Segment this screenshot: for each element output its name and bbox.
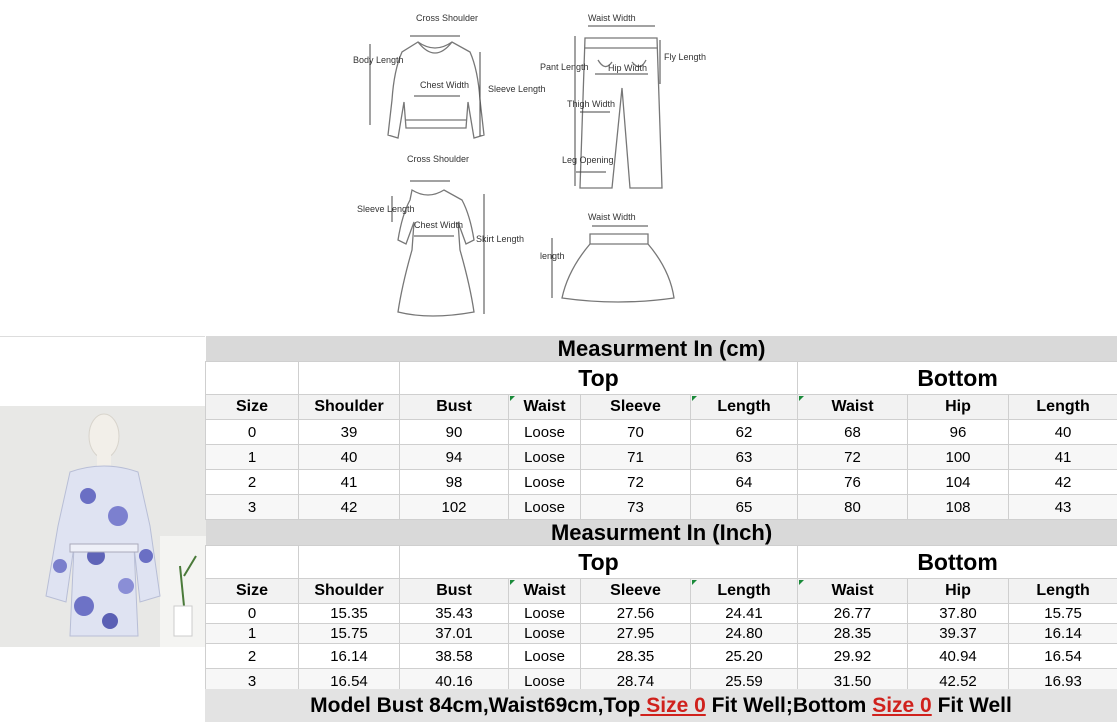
table-row — [206, 644, 1117, 669]
table-cell: 26.77 — [798, 604, 908, 624]
table-cell: 40 — [1009, 420, 1117, 445]
table-cell: 25.59 — [691, 669, 798, 694]
table-cell: 27.56 — [581, 604, 691, 624]
header-bust: Bust — [400, 395, 509, 420]
header-length-top: Length — [691, 395, 798, 420]
table-cell: 15.75 — [1009, 604, 1117, 624]
blank-cell — [299, 362, 400, 395]
table-cell: 94 — [400, 445, 509, 470]
table-row — [206, 495, 1117, 520]
table-cell: 41 — [1009, 445, 1117, 470]
table-cell: Loose — [509, 624, 581, 644]
table-cell: 76 — [798, 470, 908, 495]
header-length-bottom: Length — [1009, 395, 1117, 420]
table-cell: 102 — [400, 495, 509, 520]
table-cell: 42.52 — [908, 669, 1009, 694]
table-cell: 31.50 — [798, 669, 908, 694]
table-cell: Loose — [509, 644, 581, 669]
table-cell: 25.20 — [691, 644, 798, 669]
label-thigh-width: Thigh Width — [567, 99, 615, 109]
table-row — [206, 420, 1117, 445]
table-cell: 65 — [691, 495, 798, 520]
table-cell: 0 — [206, 420, 299, 445]
table-cell: 2 — [206, 470, 299, 495]
table-cell: 38.58 — [400, 644, 509, 669]
label-skirt-length: Skirt Length — [476, 234, 524, 244]
table-cell: 72 — [798, 445, 908, 470]
garment-sketches — [0, 0, 1117, 336]
table-cell: 15.35 — [299, 604, 400, 624]
table-cell: 96 — [908, 420, 1009, 445]
table-cell: 15.75 — [299, 624, 400, 644]
table-cell: 37.80 — [908, 604, 1009, 624]
table-cell: Loose — [509, 495, 581, 520]
inch-group-top: Top — [400, 546, 798, 579]
table-cell: 98 — [400, 470, 509, 495]
header-bust: Bust — [400, 579, 509, 604]
table-cell: Loose — [509, 420, 581, 445]
table-cell: 1 — [206, 624, 299, 644]
header-hip: Hip — [908, 579, 1009, 604]
label-cross-shoulder-top: Cross Shoulder — [416, 13, 478, 23]
table-cell: 41 — [299, 470, 400, 495]
label-hip-width: Hip Width — [608, 63, 647, 73]
header-length-bottom: Length — [1009, 579, 1117, 604]
header-waist-top: Waist — [509, 395, 581, 420]
table-cell: 42 — [1009, 470, 1117, 495]
inch-table-title: Measurment In (Inch) — [206, 520, 1117, 546]
table-cell: 16.14 — [1009, 624, 1117, 644]
table-cell: 3 — [206, 495, 299, 520]
table-cell: 62 — [691, 420, 798, 445]
mannequin-illustration — [0, 406, 207, 647]
product-photo — [0, 406, 207, 647]
table-row — [206, 624, 1117, 644]
table-cell: 2 — [206, 644, 299, 669]
table-cell: 90 — [400, 420, 509, 445]
table-cell: 16.93 — [1009, 669, 1117, 694]
table-cell: 35.43 — [400, 604, 509, 624]
measurement-diagram — [0, 0, 1117, 336]
table-cell: 104 — [908, 470, 1009, 495]
table-cell: 40.94 — [908, 644, 1009, 669]
table-cell: 70 — [581, 420, 691, 445]
label-sleeve-length-dress: Sleeve Length — [357, 204, 415, 214]
label-leg-opening: Leg Opening — [562, 155, 614, 165]
fit-size-top: Size 0 — [640, 694, 705, 717]
header-waist-bottom: Waist — [798, 395, 908, 420]
header-waist-top: Waist — [509, 579, 581, 604]
table-cell: 40.16 — [400, 669, 509, 694]
header-shoulder: Shoulder — [299, 395, 400, 420]
table-cell: 24.41 — [691, 604, 798, 624]
table-cell: 1 — [206, 445, 299, 470]
blank-cell — [299, 546, 400, 579]
size-chart — [205, 336, 1117, 722]
table-cell: 28.35 — [798, 624, 908, 644]
fit-note-text: Model Bust 84cm,Waist69cm,Top — [310, 694, 640, 717]
table-cell: Loose — [509, 445, 581, 470]
cm-table-title: Measurment In (cm) — [206, 336, 1117, 362]
table-cell: 63 — [691, 445, 798, 470]
table-cell: 39.37 — [908, 624, 1009, 644]
table-row — [206, 604, 1117, 624]
blank-cell — [206, 546, 299, 579]
label-fly-length: Fly Length — [664, 52, 706, 62]
label-chest-width-top: Chest Width — [420, 80, 469, 90]
table-cell: Loose — [509, 669, 581, 694]
table-cell: Loose — [509, 470, 581, 495]
table-cell: 100 — [908, 445, 1009, 470]
header-size: Size — [206, 395, 299, 420]
table-cell: 28.74 — [581, 669, 691, 694]
table-cell: 29.92 — [798, 644, 908, 669]
size-table — [205, 336, 1117, 694]
table-cell: 39 — [299, 420, 400, 445]
pants-sketch — [580, 38, 662, 188]
header-hip: Hip — [908, 395, 1009, 420]
table-cell: 71 — [581, 445, 691, 470]
table-cell: 72 — [581, 470, 691, 495]
model-fit-note — [205, 689, 1117, 722]
header-sleeve: Sleeve — [581, 395, 691, 420]
table-cell: Loose — [509, 604, 581, 624]
header-sleeve: Sleeve — [581, 579, 691, 604]
label-chest-width-dress: Chest Width — [414, 220, 463, 230]
table-cell: 37.01 — [400, 624, 509, 644]
inch-group-bottom: Bottom — [798, 546, 1117, 579]
table-cell: 16.54 — [1009, 644, 1117, 669]
table-cell: 42 — [299, 495, 400, 520]
table-cell: 73 — [581, 495, 691, 520]
fit-note-text: Fit Well — [932, 694, 1012, 717]
table-cell: 16.54 — [299, 669, 400, 694]
table-cell: 80 — [798, 495, 908, 520]
label-waist-width-pants: Waist Width — [588, 13, 636, 23]
table-cell: 108 — [908, 495, 1009, 520]
header-waist-bottom: Waist — [798, 579, 908, 604]
skirt-sketch — [562, 234, 674, 302]
table-cell: 43 — [1009, 495, 1117, 520]
table-cell: 24.80 — [691, 624, 798, 644]
table-cell: 68 — [798, 420, 908, 445]
label-sleeve-length-top: Sleeve Length — [488, 84, 546, 94]
fit-size-bottom: Size 0 — [872, 694, 932, 717]
table-cell: 40 — [299, 445, 400, 470]
label-skirt-length-short: length — [540, 251, 565, 261]
label-cross-shoulder-dress: Cross Shoulder — [407, 154, 469, 164]
cm-group-top: Top — [400, 362, 798, 395]
table-cell: 28.35 — [581, 644, 691, 669]
cm-group-bottom: Bottom — [798, 362, 1117, 395]
label-waist-width-skirt: Waist Width — [588, 212, 636, 222]
header-size: Size — [206, 579, 299, 604]
table-cell: 0 — [206, 604, 299, 624]
table-row — [206, 445, 1117, 470]
header-length-top: Length — [691, 579, 798, 604]
header-shoulder: Shoulder — [299, 579, 400, 604]
label-pant-length: Pant Length — [540, 62, 589, 72]
label-body-length: Body Length — [353, 55, 404, 65]
blank-cell — [206, 362, 299, 395]
fit-note-text: Fit Well;Bottom — [706, 694, 872, 717]
table-cell: 3 — [206, 669, 299, 694]
table-row — [206, 470, 1117, 495]
table-cell: 16.14 — [299, 644, 400, 669]
table-cell: 27.95 — [581, 624, 691, 644]
table-cell: 64 — [691, 470, 798, 495]
